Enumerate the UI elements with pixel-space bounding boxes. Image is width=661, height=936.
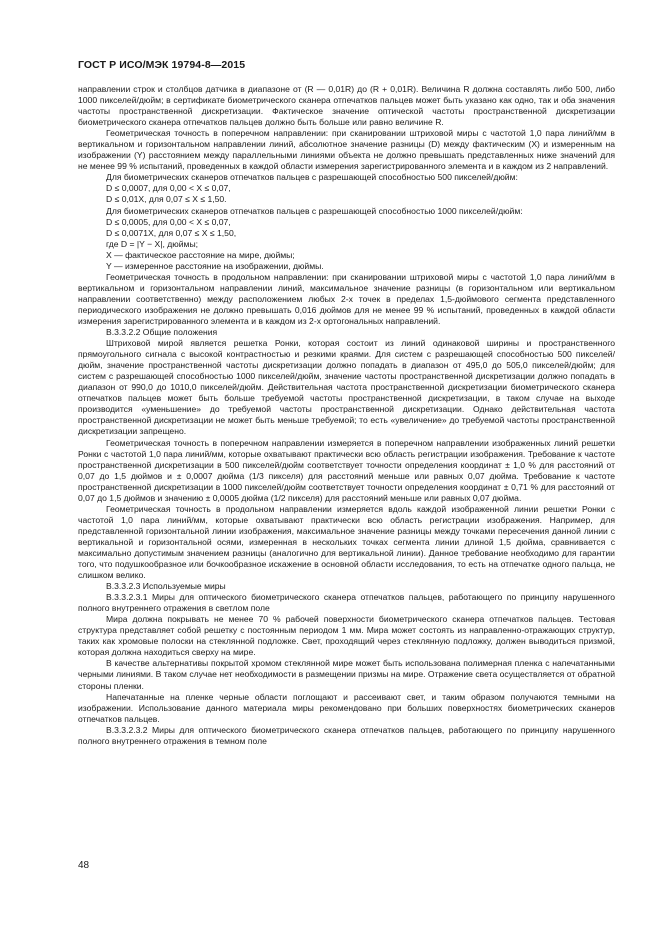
- formula-line: D ≤ 0,01X, для 0,07 ≤ X ≤ 1,50.: [106, 194, 227, 205]
- page-header-title: ГОСТ Р ИСО/МЭК 19794-8—2015: [78, 59, 246, 71]
- formula-definition: X — фактическое расстояние на мире, дюймы;: [106, 249, 295, 260]
- subsection-heading: В.3.3.2.3.1 Миры для оптического биометрического сканера отпечатков пальцев, работающего по принципу нарушенного полного внутреннего отражения в светлом поле: [78, 592, 615, 614]
- formula-line: D ≤ 0,0071X, для 0,07 ≤ X ≤ 1,50,: [106, 227, 237, 238]
- document-body: [78, 84, 615, 747]
- subsection-heading: В.3.3.2.3.2 Миры для оптического биометрического сканера отпечатков пальцев, работающего по принципу нарушенного полного внутреннего отражения в темном поле: [78, 724, 615, 746]
- section-heading: В.3.3.2.3 Используемые миры: [106, 581, 226, 592]
- paragraph: Напечатанные на пленке черные области поглощают и рассеивают свет, и таким образом получаются темными на изображении. Использование данного материала миры рекомендовано при больших поверхностях биометрических сканеров отпечатков пальцев.: [78, 691, 615, 724]
- paragraph: Мира должна покрывать не менее 70 % рабочей поверхности биометрического сканера отпечатков пальцев. Тестовая структура представляет собой решетку с постоянным периодом 1 мм. Мира может состоять из направленно-отражающих структур, таких как хромовые полоски на стеклянной подложке. Свет, проходящий через стеклянную подложку, должен выводиться призмой, которая должна находиться сверху на мире.: [78, 614, 615, 658]
- paragraph: Для биометрических сканеров отпечатков пальцев с разрешающей способностью 500 пикселей/дюйм:: [106, 172, 518, 183]
- paragraph: направлении строк и столбцов датчика в диапазоне от (R — 0,01R) до (R + 0,01R). Величина R должна составлять либо 500, либо 1000 пикселей/дюйм; в сертификате биометрического сканера отпечатков пальцев может быть указано как одно, так и оба значения частоты пространственной дискретизации. Фактическое значение оптической частоты пространственной дискретизации биометрического сканера отпечатков пальцев должно быть больше или равно величине R.: [78, 84, 615, 128]
- paragraph: Геометрическая точность в поперечном направлении измеряется в поперечном направлении изображенных линий решетки Ронки с частотой 1,0 пара линий/мм, которые охватывают практически всю область регистрации изображения. Требование к частоте пространственной дискретизации в 500 пикселей/дюйм соответствует точности определения координат ± 1,0 % для расстояний от 0,07 до 1,5 дюймов и ± 0,0007 дюйма (1/3 пикселя) для расстояний меньше или равных 0,07 дюйма. Требование к частоте пространственной дискретизации в 1000 пикселей/дюйм соответствует точности определения координат ± 0,71 % для расстояний от 0,07 до 1,5 дюймов и значению ± 0,0005 дюйма (1/2 пикселя) для расстояний меньше или равных 0,07 дюйма.: [78, 437, 615, 503]
- paragraph: Геометрическая точность в продольном направлении: при сканировании штриховой миры с частотой 1,0 пара линий/мм в вертикальном и горизонтальном направлении линий, максимальное значение разницы (в горизонтальном или вертикальном направлении соответственно) между расположением любых 2-х точек в пределах 1,5-дюймового сегмента представленного периодического изображения не должно превышать 0,016 дюймов для не менее 99 % испытаний, проведенных в каждой области измерения зарегистрированного элемента и в каждом из 2-х ортогональных направлений.: [78, 271, 615, 326]
- paragraph: Геометрическая точность в продольном направлении измеряется вдоль каждой изображенной линии решетки Ронки с частотой 1,0 пара линий/мм, которые охватывают практически всю область регистрации изображения. Например, для представленной горизонтальной линии изображения, максимальное значение разницы между точками пересечения данной линии с вертикальной и горизонтальной осями, измеренная в нескольких точках сегмента линии длиной 1,5 дюйма, сравнивается с максимально допустимым значением разницы (аналогично для вертикальной линии). Данное требование необходимо для гарантии того, что подушкообразное или бочкообразное искажение в основной области исследования, то есть на отпечатке одного пальца, не слишком велико.: [78, 503, 615, 581]
- formula-line: D ≤ 0,0005, для 0,00 < X ≤ 0,07,: [106, 216, 231, 227]
- section-heading: В.3.3.2.2 Общие положения: [106, 327, 218, 338]
- paragraph: Штриховой мирой является решетка Ронки, которая состоит из линий одинаковой ширины и пространственного прямоугольного сигнала с высокой контрастностью и резкими краями. Для систем с разрешающей способностью 500 пикселей/дюйм, значение пространственной частоты дискретизации должно попадать в диапазон от 495,0 до 505,0 пикселей/дюйм; для систем с разрешающей способностью 1000 пикселей/дюйм, значение частоты пространственной дискретизации должно попадать в диапазон от 990,0 до 1010,0 пикселей/дюйм. Действительная частота пространственной дискретизации биометрического сканера отпечатков пальцев может быть больше требуемой частоты пространственной дискретизации, в таком случае на выходе производится «уменьшение» до требуемой частоты пространственной дискретизации. Однако действительная частота пространственной дискретизации не может быть меньше требуемой; то есть «увеличение» до требуемой частоты пространственной дискретизации запрещено.: [78, 338, 615, 437]
- page-number: 48: [78, 860, 90, 871]
- paragraph: Для биометрических сканеров отпечатков пальцев с разрешающей способностью 1000 пикселей/дюйм:: [106, 205, 523, 216]
- paragraph: В качестве альтернативы покрытой хромом стеклянной мире может быть использована полимерная пленка с напечатанными черными линиями. В таком случае нет необходимости в размещении призмы на мире. Отражение света осуществляется от обратной стороны пленки.: [78, 658, 615, 691]
- paragraph: Геометрическая точность в поперечном направлении: при сканировании штриховой миры с частотой 1,0 пара линий/мм в вертикальном и горизонтальном направлении линий, абсолютное значение разницы (D) между фактическим (X) и измеренным на изображении (Y) расстоянием между параллельными линиями объекта не должно превышать представленных ниже значений для не менее 99 % испытаний, проведенных в каждой области измерения зарегистрированного элемента и в каждом из 2 направлений.: [78, 128, 615, 172]
- formula-line: D ≤ 0,0007, для 0,00 < X ≤ 0,07,: [106, 183, 231, 194]
- formula-where: где D = |Y − X|, дюймы;: [106, 238, 199, 249]
- formula-definition: Y — измеренное расстояние на изображении, дюймы.: [106, 260, 324, 271]
